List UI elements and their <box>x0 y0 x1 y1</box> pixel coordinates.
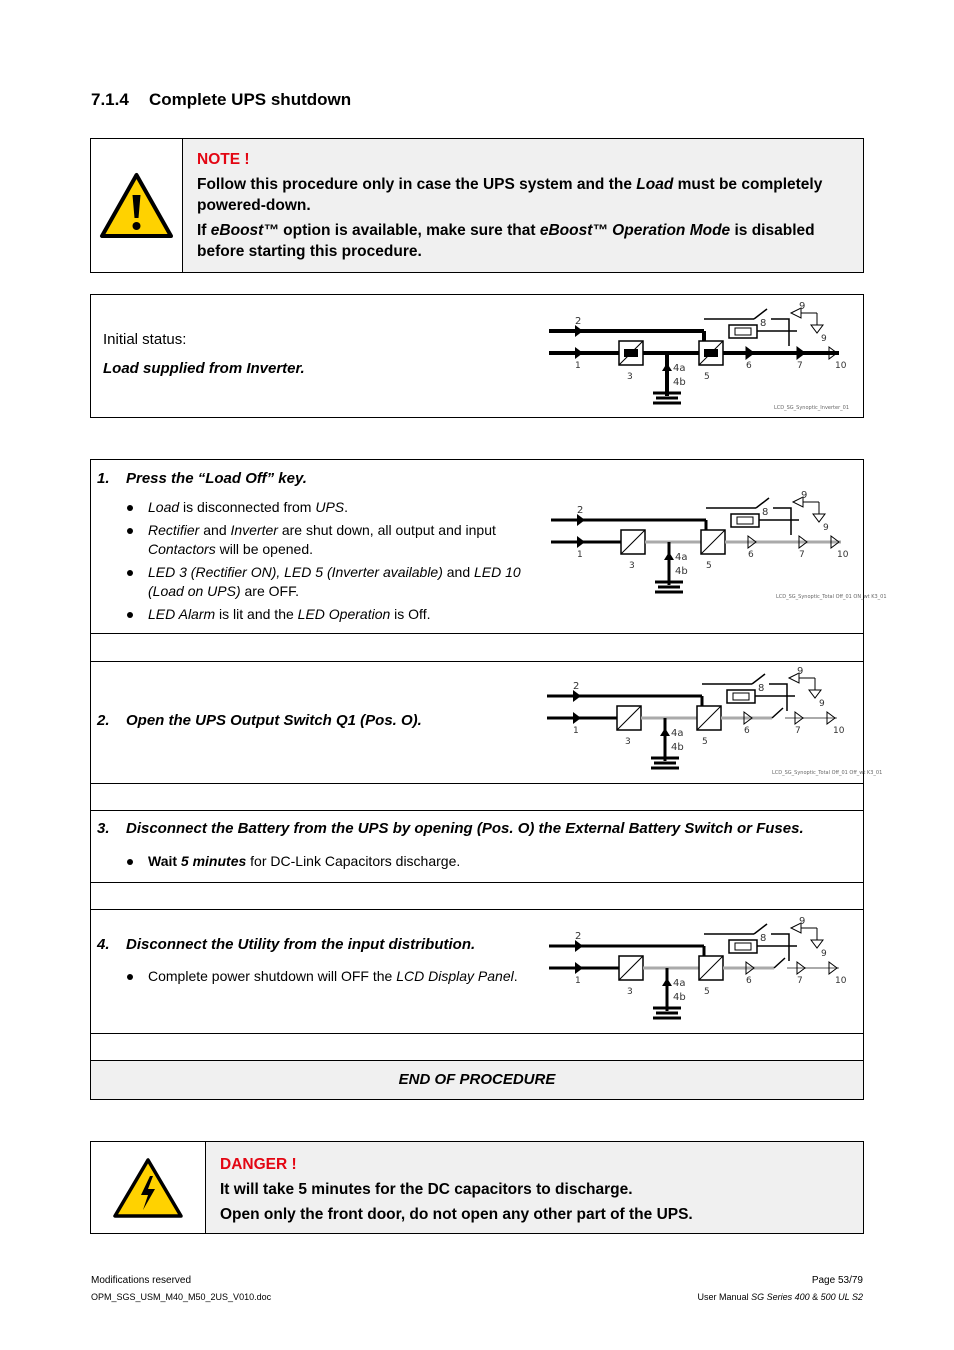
synoptic-diagram-step-2 <box>547 666 883 783</box>
note-line-1: Follow this procedure only in case the UPS system and the Load must be completely powered-down. <box>197 176 823 214</box>
svg-text:8: 8 <box>760 318 767 329</box>
svg-text:4b: 4b <box>675 566 688 577</box>
danger-line-1: It will take 5 minutes for the DC capacitors to discharge. <box>220 1181 633 1198</box>
svg-text:9: 9 <box>797 666 804 677</box>
danger-heading: DANGER ! <box>220 1156 297 1173</box>
synoptic-diagram-step-1 <box>551 490 887 607</box>
svg-text:5: 5 <box>706 561 712 571</box>
step-3-title: 3. Disconnect the Battery from the UPS by opening (Pos. O) the External Battery Switch or Fuses. <box>97 820 804 837</box>
svg-text:1: 1 <box>575 976 581 986</box>
step-4-bullets <box>127 967 532 990</box>
svg-text:5: 5 <box>704 987 710 997</box>
svg-text:4b: 4b <box>673 377 686 388</box>
list-item: LED Alarm is lit and the LED Operation is Off. <box>127 605 532 624</box>
svg-text:4a: 4a <box>675 552 688 563</box>
synoptic-diagram-inverter <box>549 301 855 418</box>
svg-text:6: 6 <box>746 976 752 986</box>
svg-text:4a: 4a <box>673 363 686 374</box>
svg-text:LCD_SG_Synoptic_Inverter_01: LCD_SG_Synoptic_Inverter_01 <box>774 405 849 411</box>
step-2-row <box>91 662 883 784</box>
svg-text:1: 1 <box>577 550 583 560</box>
svg-text:8: 8 <box>762 507 769 518</box>
svg-text:9: 9 <box>799 916 806 927</box>
svg-text:7: 7 <box>799 550 805 560</box>
step-3-bullets <box>127 852 827 875</box>
svg-text:4a: 4a <box>673 978 686 989</box>
svg-text:2: 2 <box>573 681 580 692</box>
svg-text:7: 7 <box>797 361 803 371</box>
svg-text:10: 10 <box>835 361 847 371</box>
svg-text:3: 3 <box>627 987 633 997</box>
note-line-2: If eBoost™ option is available, make sure that eBoost™ Operation Mode is disabled before starting this procedure. <box>197 222 815 260</box>
svg-text:1: 1 <box>573 726 579 736</box>
svg-text:9: 9 <box>799 301 806 312</box>
footer-left-1: Modifications reserved <box>91 1275 192 1286</box>
section-title: Complete UPS shutdown <box>149 90 352 109</box>
list-item: LED 3 (Rectifier ON), LED 5 (Inverter available) and LED 10 (Load on UPS) are OFF. <box>127 563 532 601</box>
svg-text:5: 5 <box>702 737 708 747</box>
initial-status-box <box>90 294 864 418</box>
note-heading: NOTE ! <box>197 151 250 168</box>
list-item: Rectifier and Inverter are shut down, all output and input Contactors will be opened. <box>127 521 532 559</box>
end-of-procedure: END OF PROCEDURE <box>398 1071 556 1088</box>
spacer-row <box>91 883 863 910</box>
svg-text:4a: 4a <box>671 728 684 739</box>
step-4-title: 4. Disconnect the Utility from the input distribution. <box>97 936 476 953</box>
svg-text:10: 10 <box>833 726 845 736</box>
svg-text:6: 6 <box>744 726 750 736</box>
svg-text:6: 6 <box>748 550 754 560</box>
step-1-title: 1. Press the “Load Off” key. <box>97 470 307 487</box>
note-box <box>90 138 864 273</box>
section-number: 7.1.4 <box>91 90 129 109</box>
svg-text:1: 1 <box>575 361 581 371</box>
step-3-row <box>91 811 863 883</box>
spacer-row <box>91 784 863 811</box>
svg-text:10: 10 <box>835 976 847 986</box>
svg-text:4b: 4b <box>673 992 686 1003</box>
warning-triangle-icon <box>91 139 182 272</box>
high-voltage-icon <box>91 1142 205 1233</box>
step-2-title: 2. Open the UPS Output Switch Q1 (Pos. O). <box>97 712 422 729</box>
svg-text:9: 9 <box>801 490 808 501</box>
svg-text:LCD_SG_Synoptic_Total Off_01 O: LCD_SG_Synoptic_Total Off_01 Off_wt K3_01 <box>772 770 883 776</box>
step-4-row <box>91 910 863 1034</box>
svg-text:9: 9 <box>821 334 827 344</box>
footer-left-2: OPM_SGS_USM_M40_M50_2US_V010.doc <box>91 1292 272 1302</box>
svg-text:LCD_SG_Synoptic_Total Off_01 O: LCD_SG_Synoptic_Total Off_01 ON_wt K3_01 <box>776 594 887 600</box>
list-item: Load is disconnected from UPS. <box>127 498 532 517</box>
svg-text:3: 3 <box>629 561 635 571</box>
end-row <box>91 1061 863 1099</box>
synoptic-diagram-step-4 <box>549 916 855 1033</box>
svg-text:5: 5 <box>704 372 710 382</box>
svg-text:8: 8 <box>758 683 765 694</box>
svg-text:7: 7 <box>795 726 801 736</box>
danger-box <box>90 1141 864 1234</box>
spacer-row <box>91 1034 863 1061</box>
svg-text:6: 6 <box>746 361 752 371</box>
step-1-bullets <box>127 498 532 628</box>
svg-text:2: 2 <box>575 316 582 327</box>
procedure-table <box>90 459 887 1100</box>
list-item: Wait 5 minutes for DC-Link Capacitors discharge. <box>127 852 827 871</box>
svg-text:3: 3 <box>625 737 631 747</box>
svg-text:7: 7 <box>797 976 803 986</box>
footer-page-number: Page 53/79 <box>811 1275 863 1286</box>
footer-manual-title: User Manual SG Series 400 & 500 UL S2 <box>697 1292 863 1302</box>
svg-text:10: 10 <box>837 550 849 560</box>
svg-text:2: 2 <box>577 505 584 516</box>
svg-text:9: 9 <box>823 523 829 533</box>
danger-line-2: Open only the front door, do not open any other part of the UPS. <box>220 1206 693 1223</box>
svg-text:9: 9 <box>821 949 827 959</box>
step-1-row <box>91 460 887 634</box>
initial-status-label: Initial status: <box>103 331 187 348</box>
list-item: Complete power shutdown will OFF the LCD Display Panel. <box>127 967 532 986</box>
svg-text:3: 3 <box>627 372 633 382</box>
section-heading <box>91 90 351 110</box>
svg-text:4b: 4b <box>671 742 684 753</box>
initial-status-value: Load supplied from Inverter. <box>103 360 305 377</box>
svg-text:9: 9 <box>819 699 825 709</box>
spacer-row <box>91 634 863 662</box>
svg-text:8: 8 <box>760 933 767 944</box>
svg-text:2: 2 <box>575 931 582 942</box>
